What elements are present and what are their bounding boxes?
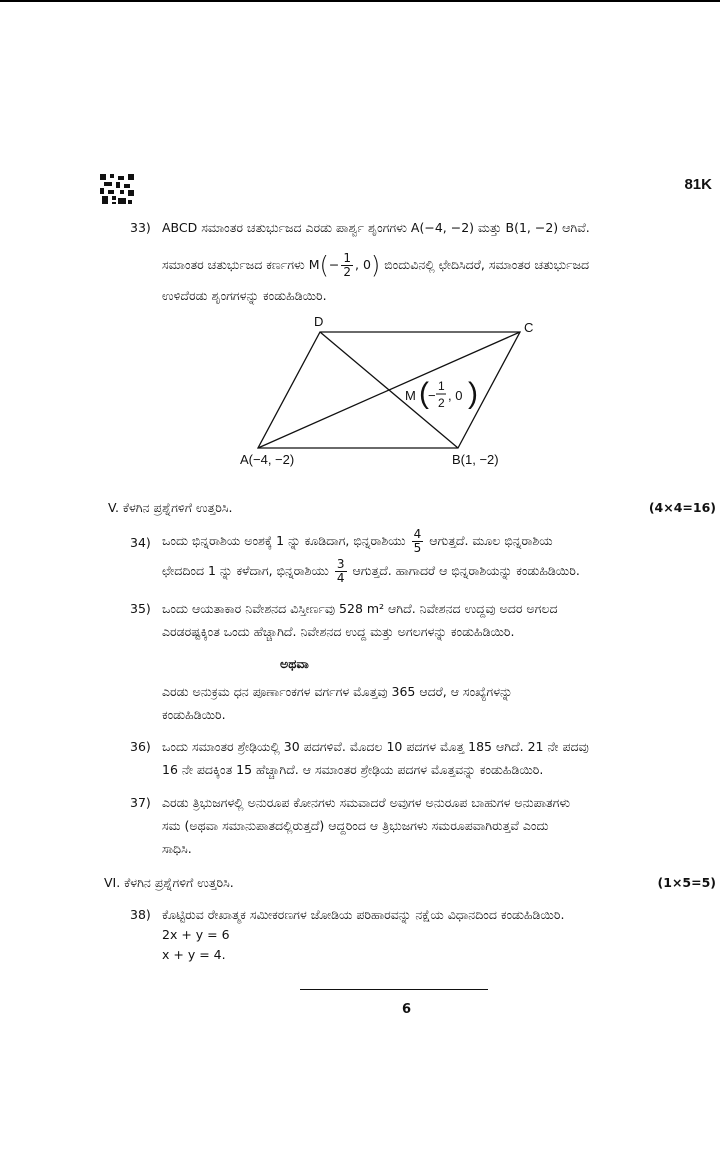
q34-line2-pre: ಛೇದದಿಂದ 1 ನ್ನು ಕಳೆದಾಗ, ಭಿನ್ನರಾಶಿಯು bbox=[162, 563, 329, 578]
q33-line2-coord: , 0 bbox=[355, 257, 371, 272]
q33-line1: ABCD ಸಮಾಂತರ ಚತುರ್ಭುಜದ ಎರಡು ಪಾರ್ಶ್ವ ಶೃಂಗಗಳು A(−4, −2) ಮತ್ತು B(1, −2) ಆಗಿವೆ. bbox=[162, 220, 590, 235]
q33-number: 33) bbox=[130, 220, 151, 235]
q33-fraction bbox=[341, 252, 353, 279]
q35-number: 35) bbox=[130, 601, 151, 616]
q33-line2-post: ಬಿಂದುವಿನಲ್ಲಿ ಛೇದಿಸಿದರೆ, ಸಮಾಂತರ ಚತುರ್ಭುಜದ bbox=[384, 257, 590, 272]
q34-line1-post: ಆಗುತ್ತದೆ. ಮೂಲ ಭಿನ್ನರಾಶಿಯ bbox=[429, 533, 553, 548]
q34-fraction-2 bbox=[335, 558, 347, 585]
section6-marks: (1×5=5) bbox=[657, 875, 716, 890]
midpoint-m-label: M bbox=[405, 388, 416, 403]
q35-line2: ಎರಡರಷ್ಟಕ್ಕಿಂತ ಒಂದು ಹೆಚ್ಚಾಗಿದೆ. ನಿವೇಶನದ ಉದ್ದ ಮತ್ತು ಅಗಲಗಳನ್ನು ಕಂಡುಹಿಡಿಯಿರಿ. bbox=[162, 624, 515, 639]
q37-line3: ಸಾಧಿಸಿ. bbox=[162, 841, 192, 856]
q35-or: ಅಥವಾ bbox=[280, 656, 309, 671]
q37-number: 37) bbox=[130, 795, 151, 810]
q38-equation-2: x + y = 4. bbox=[162, 947, 226, 962]
q38-number: 38) bbox=[130, 907, 151, 922]
vertex-a-label: A(−4, −2) bbox=[240, 452, 295, 467]
q33-line2-neg: − bbox=[328, 257, 340, 272]
midpoint-m-coord: , 0 bbox=[448, 388, 463, 403]
parallelogram-figure bbox=[230, 312, 534, 472]
q38-equation-1: 2x + y = 6 bbox=[162, 927, 230, 942]
qr-code-icon bbox=[100, 174, 134, 204]
q34-line1-pre: ಒಂದು ಭಿನ್ನರಾಶಿಯ ಅಂಶಕ್ಕೆ 1 ನ್ನು ಕೂಡಿದಾಗ, ಭಿನ್ನರಾಶಿಯು bbox=[162, 533, 406, 548]
q34-frac2-den: 4 bbox=[336, 571, 345, 585]
m-paren-right: ) bbox=[468, 377, 478, 410]
q34-line2-post: ಆಗುತ್ತದೆ. ಹಾಗಾದರೆ ಆ ಭಿನ್ನರಾಶಿಯನ್ನು ಕಂಡುಹಿಡಿಯಿರಿ. bbox=[352, 563, 580, 578]
q36-line2: 16 ನೇ ಪದಕ್ಕಿಂತ 15 ಹೆಚ್ಚಾಗಿದೆ. ಆ ಸಮಾಂತರ ಶ್ರೇಢಿಯ ಪದಗಳ ಮೊತ್ತವನ್ನು ಕಂಡುಹಿಡಿಯಿರಿ. bbox=[162, 762, 544, 777]
m-paren-left: ( bbox=[419, 377, 429, 410]
q36-number: 36) bbox=[130, 739, 151, 754]
q34-frac2-num: 3 bbox=[336, 557, 345, 571]
q33-line2: ಸಮಾಂತರ ಚತುರ್ಭುಜದ ಕರ್ಣಗಳು M(− $\frac{1}{2}$ , 0) ಬಿಂದುವಿನಲ್ಲಿ ಛೇದಿಸಿದರೆ, ಸಮಾಂತರ ಚತುರ್ಭುಜದ bbox=[162, 251, 590, 280]
vertex-b-label: B(1, −2) bbox=[452, 452, 499, 467]
vertex-c-label: C bbox=[524, 320, 534, 335]
q34-line2 bbox=[162, 554, 580, 588]
section5-title: V. ಕೆಳಗಿನ ಪ್ರಶ್ನೆಗಳಿಗೆ ಉತ್ತರಿಸಿ. bbox=[108, 500, 233, 515]
q33-frac-num: 1 bbox=[343, 251, 352, 265]
q34-frac1-den: 5 bbox=[413, 541, 422, 555]
q33-line2-pre: ಸಮಾಂತರ ಚತುರ್ಭುಜದ ಕರ್ಣಗಳು M bbox=[162, 257, 320, 272]
q35-alt-line2: ಕಂಡುಹಿಡಿಯಿರಿ. bbox=[162, 707, 226, 722]
q35-alt-line1: ಎರಡು ಅನುಕ್ರಮ ಧನ ಪೂರ್ಣಾಂಕಗಳ ವರ್ಗಗಳ ಮೊತ್ತವು 365 ಆದರೆ, ಆ ಸಂಖ್ಯೆಗಳನ್ನು bbox=[162, 684, 513, 699]
vertex-d-label: D bbox=[314, 314, 324, 329]
q33-frac-den: 2 bbox=[343, 265, 352, 279]
top-border bbox=[0, 0, 720, 2]
q36-line1: ಒಂದು ಸಮಾಂತರ ಶ್ರೇಢಿಯಲ್ಲಿ 30 ಪದಗಳಿವೆ. ಮೊದಲ 10 ಪದಗಳ ಮೊತ್ತ 185 ಆಗಿದೆ. 21 ನೇ ಪದವು bbox=[162, 739, 589, 754]
q34-fraction-1 bbox=[412, 528, 424, 555]
q34-number: 34) bbox=[130, 535, 151, 550]
q35-line1: ಒಂದು ಆಯತಾಕಾರ ನಿವೇಶನದ ವಿಸ್ತೀರ್ಣವು 528 m² ಆಗಿದೆ. ನಿವೇಶನದ ಉದ್ದವು ಅದರ ಅಗಲದ bbox=[162, 601, 558, 616]
midpoint-m-num: 1 bbox=[438, 379, 445, 393]
footer-divider bbox=[300, 989, 488, 990]
q34-frac1-num: 4 bbox=[413, 527, 422, 541]
section5-marks: (4×4=16) bbox=[648, 500, 716, 515]
q37-line2: ಸಮ (ಅಥವಾ ಸಮಾನುಪಾತದಲ್ಲಿರುತ್ತದೆ) ಆದ್ದರಿಂದ ಆ ತ್ರಿಭುಜಗಳು ಸಮರೂಪವಾಗಿರುತ್ತವೆ ಎಂದು bbox=[162, 818, 549, 833]
q38-line1: ಕೊಟ್ಟಿರುವ ರೇಖಾತ್ಮಕ ಸಮೀಕರಣಗಳ ಜೋಡಿಯ ಪರಿಹಾರವನ್ನು ನಕ್ಷೆಯ ವಿಧಾನದಿಂದ ಕಂಡುಹಿಡಿಯಿರಿ. bbox=[162, 907, 565, 922]
page-number: 6 bbox=[402, 1002, 412, 1017]
midpoint-m-neg: − bbox=[428, 388, 436, 403]
q37-line1: ಎರಡು ತ್ರಿಭುಜಗಳಲ್ಲಿ ಅನುರೂಪ ಕೋನಗಳು ಸಮವಾದರೆ ಅವುಗಳ ಅನುರೂಪ ಬಾಹುಗಳ ಅನುಪಾತಗಳು bbox=[162, 795, 571, 810]
midpoint-m-den: 2 bbox=[438, 396, 445, 410]
q33-line3: ಉಳಿದೆರಡು ಶೃಂಗಗಳನ್ನು ಕಂಡುಹಿಡಿಯಿರಿ. bbox=[162, 288, 327, 303]
paper-code: 81K bbox=[684, 176, 712, 193]
section6-title: VI. ಕೆಳಗಿನ ಪ್ರಶ್ನೆಗಳಿಗೆ ಉತ್ತರಿಸಿ. bbox=[104, 875, 234, 890]
q34-line1 bbox=[162, 524, 553, 558]
